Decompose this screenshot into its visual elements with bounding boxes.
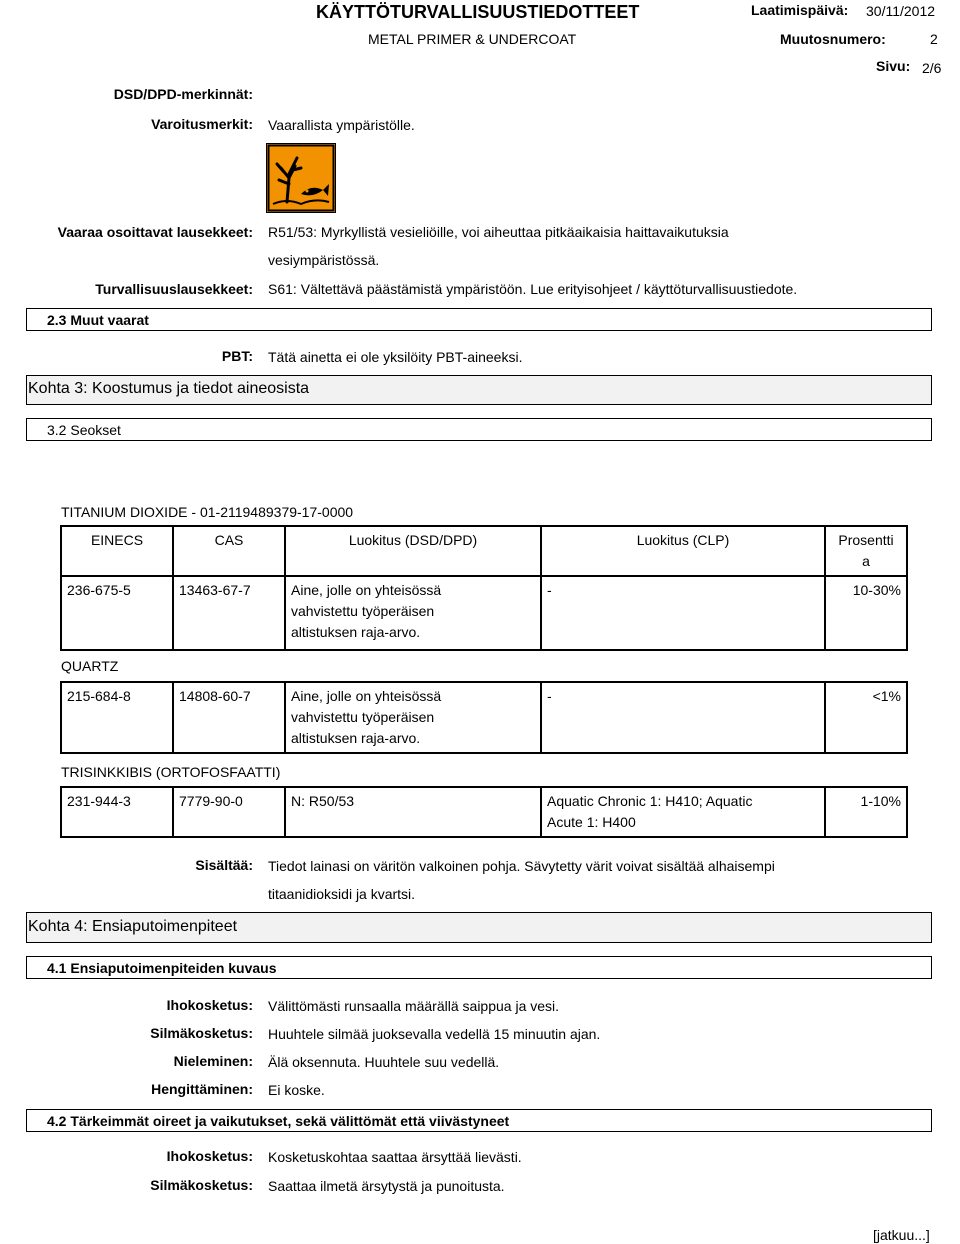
column-header: Luokitus (DSD/DPD): [285, 526, 541, 576]
dsd-cell: [285, 576, 541, 650]
inhalation-label: Hengittäminen:: [151, 1081, 253, 1097]
substance-name: QUARTZ: [61, 658, 119, 674]
dsd-line: vahvistettu työperäisen: [291, 709, 435, 725]
dsd-cell: N: R50/53: [285, 787, 541, 837]
contains-line-2: titaanidioksidi ja kvartsi.: [268, 886, 416, 902]
risk-phrases-label: Vaaraa osoittavat lausekkeet:: [57, 224, 253, 240]
symptoms-heading: 4.2 Tärkeimmät oireet ja vaikutukset, sekä välittömät että viivästyneet: [26, 1109, 932, 1132]
column-header: EINECS: [61, 526, 173, 576]
percent-cell: 1-10%: [825, 787, 907, 837]
einecs-cell: 215-684-8: [61, 682, 173, 753]
date-label: Laatimispäivä:: [751, 2, 849, 18]
column-header-percent-suffix: a: [862, 553, 870, 569]
dsd-label: DSD/DPD-merkinnät:: [113, 86, 253, 102]
cas-cell: 14808-60-7: [173, 682, 285, 753]
eye-contact-label: Silmäkosketus:: [150, 1177, 253, 1193]
einecs-cell: 236-675-5: [61, 576, 173, 650]
warning-value: Vaarallista ympäristölle.: [268, 117, 415, 133]
clp-cell: [541, 787, 825, 837]
composition-table: [60, 681, 908, 754]
table-row: [61, 682, 907, 753]
clp-cell: -: [541, 682, 825, 753]
safety-phrases-value: S61: Vältettävä päästämistä ympäristöön. Lue erityisohjeet / käyttöturvallisuustiedote.: [268, 281, 798, 297]
inhalation-value: Ei koske.: [268, 1082, 325, 1098]
dsd-cell: [285, 682, 541, 753]
document-title: KÄYTTÖTURVALLISUUSTIEDOTTEET: [316, 2, 640, 22]
cas-cell: 13463-67-7: [173, 576, 285, 650]
revision-value: 2: [930, 31, 938, 47]
product-name: METAL PRIMER & UNDERCOAT: [368, 31, 577, 47]
risk-phrases-line-2: vesiympäristössä.: [268, 252, 380, 268]
contains-label: Sisältää:: [195, 857, 253, 873]
column-header-percent: Prosentti: [838, 532, 894, 548]
pbt-label: PBT:: [221, 348, 253, 364]
eye-contact-value: Huuhtele silmää juoksevalla vedellä 15 minuutin ajan.: [268, 1026, 601, 1042]
clp-line: Aquatic Chronic 1: H410; Aquatic: [547, 793, 753, 809]
eye-contact-label: Silmäkosketus:: [150, 1025, 253, 1041]
risk-phrases-line-1: R51/53: Myrkyllistä vesieliöille, voi aiheuttaa pitkäaikaisia haittavaikutuksia: [268, 224, 729, 240]
dsd-line: vahvistettu työperäisen: [291, 603, 435, 619]
clp-cell: -: [541, 576, 825, 650]
first-aid-description-heading: 4.1 Ensiaputoimenpiteiden kuvaus: [26, 956, 932, 979]
mixtures-heading: 3.2 Seokset: [26, 418, 932, 441]
substance-name: TITANIUM DIOXIDE - 01-2119489379-17-0000: [61, 504, 354, 520]
table-row: [61, 576, 907, 650]
dsd-line: altistuksen raja-arvo.: [291, 730, 421, 746]
percent-cell: 10-30%: [825, 576, 907, 650]
section-4-title: Kohta 4: Ensiaputoimenpiteet: [28, 918, 238, 935]
composition-table: [60, 786, 908, 838]
einecs-cell: 231-944-3: [61, 787, 173, 837]
contains-line-1: Tiedot lainasi on väritön valkoinen pohja. Sävytetty värit voivat sisältää alhaisempi: [268, 858, 775, 874]
section-3-title: Kohta 3: Koostumus ja tiedot aineosista: [28, 380, 310, 397]
dsd-line: altistuksen raja-arvo.: [291, 624, 421, 640]
substance-name: TRISINKKIBIS (ORTOFOSFAATTI): [61, 764, 281, 780]
date-value: 30/11/2012: [866, 3, 936, 19]
eye-contact-value: Saattaa ilmetä ärsytystä ja punoitusta.: [268, 1178, 505, 1194]
table-row: [61, 787, 907, 837]
page-label: Sivu:: [876, 58, 911, 74]
skin-contact-value: Kosketuskohtaa saattaa ärsyttää lievästi.: [268, 1149, 522, 1165]
skin-contact-label: Ihokosketus:: [166, 997, 253, 1013]
percent-cell: <1%: [825, 682, 907, 753]
column-header: Luokitus (CLP): [541, 526, 825, 576]
dsd-line: Aine, jolle on yhteisössä: [291, 582, 442, 598]
ingestion-value: Älä oksennuta. Huuhtele suu vedellä.: [268, 1054, 500, 1070]
cas-cell: 7779-90-0: [173, 787, 285, 837]
page-value: 2/6: [922, 60, 942, 76]
skin-contact-value: Välittömästi runsaalla määrällä saippua ja vesi.: [268, 998, 560, 1014]
other-hazards-heading: 2.3 Muut vaarat: [26, 308, 932, 331]
composition-table: [60, 525, 908, 651]
continued-note: [jatkuu...]: [873, 1227, 930, 1243]
table-header-row: [61, 526, 907, 576]
ingestion-label: Nieleminen:: [173, 1053, 253, 1069]
column-header: [825, 526, 907, 576]
skin-contact-label: Ihokosketus:: [166, 1148, 253, 1164]
dsd-line: Aine, jolle on yhteisössä: [291, 688, 442, 704]
clp-line: Acute 1: H400: [547, 814, 636, 830]
warning-label: Varoitusmerkit:: [151, 116, 253, 132]
safety-phrases-label: Turvallisuuslausekkeet:: [95, 281, 253, 297]
revision-label: Muutosnumero:: [780, 31, 886, 47]
pbt-value: Tätä ainetta ei ole yksilöity PBT-aineeksi.: [268, 349, 523, 365]
environment-hazard-icon: [266, 143, 336, 213]
column-header: CAS: [173, 526, 285, 576]
